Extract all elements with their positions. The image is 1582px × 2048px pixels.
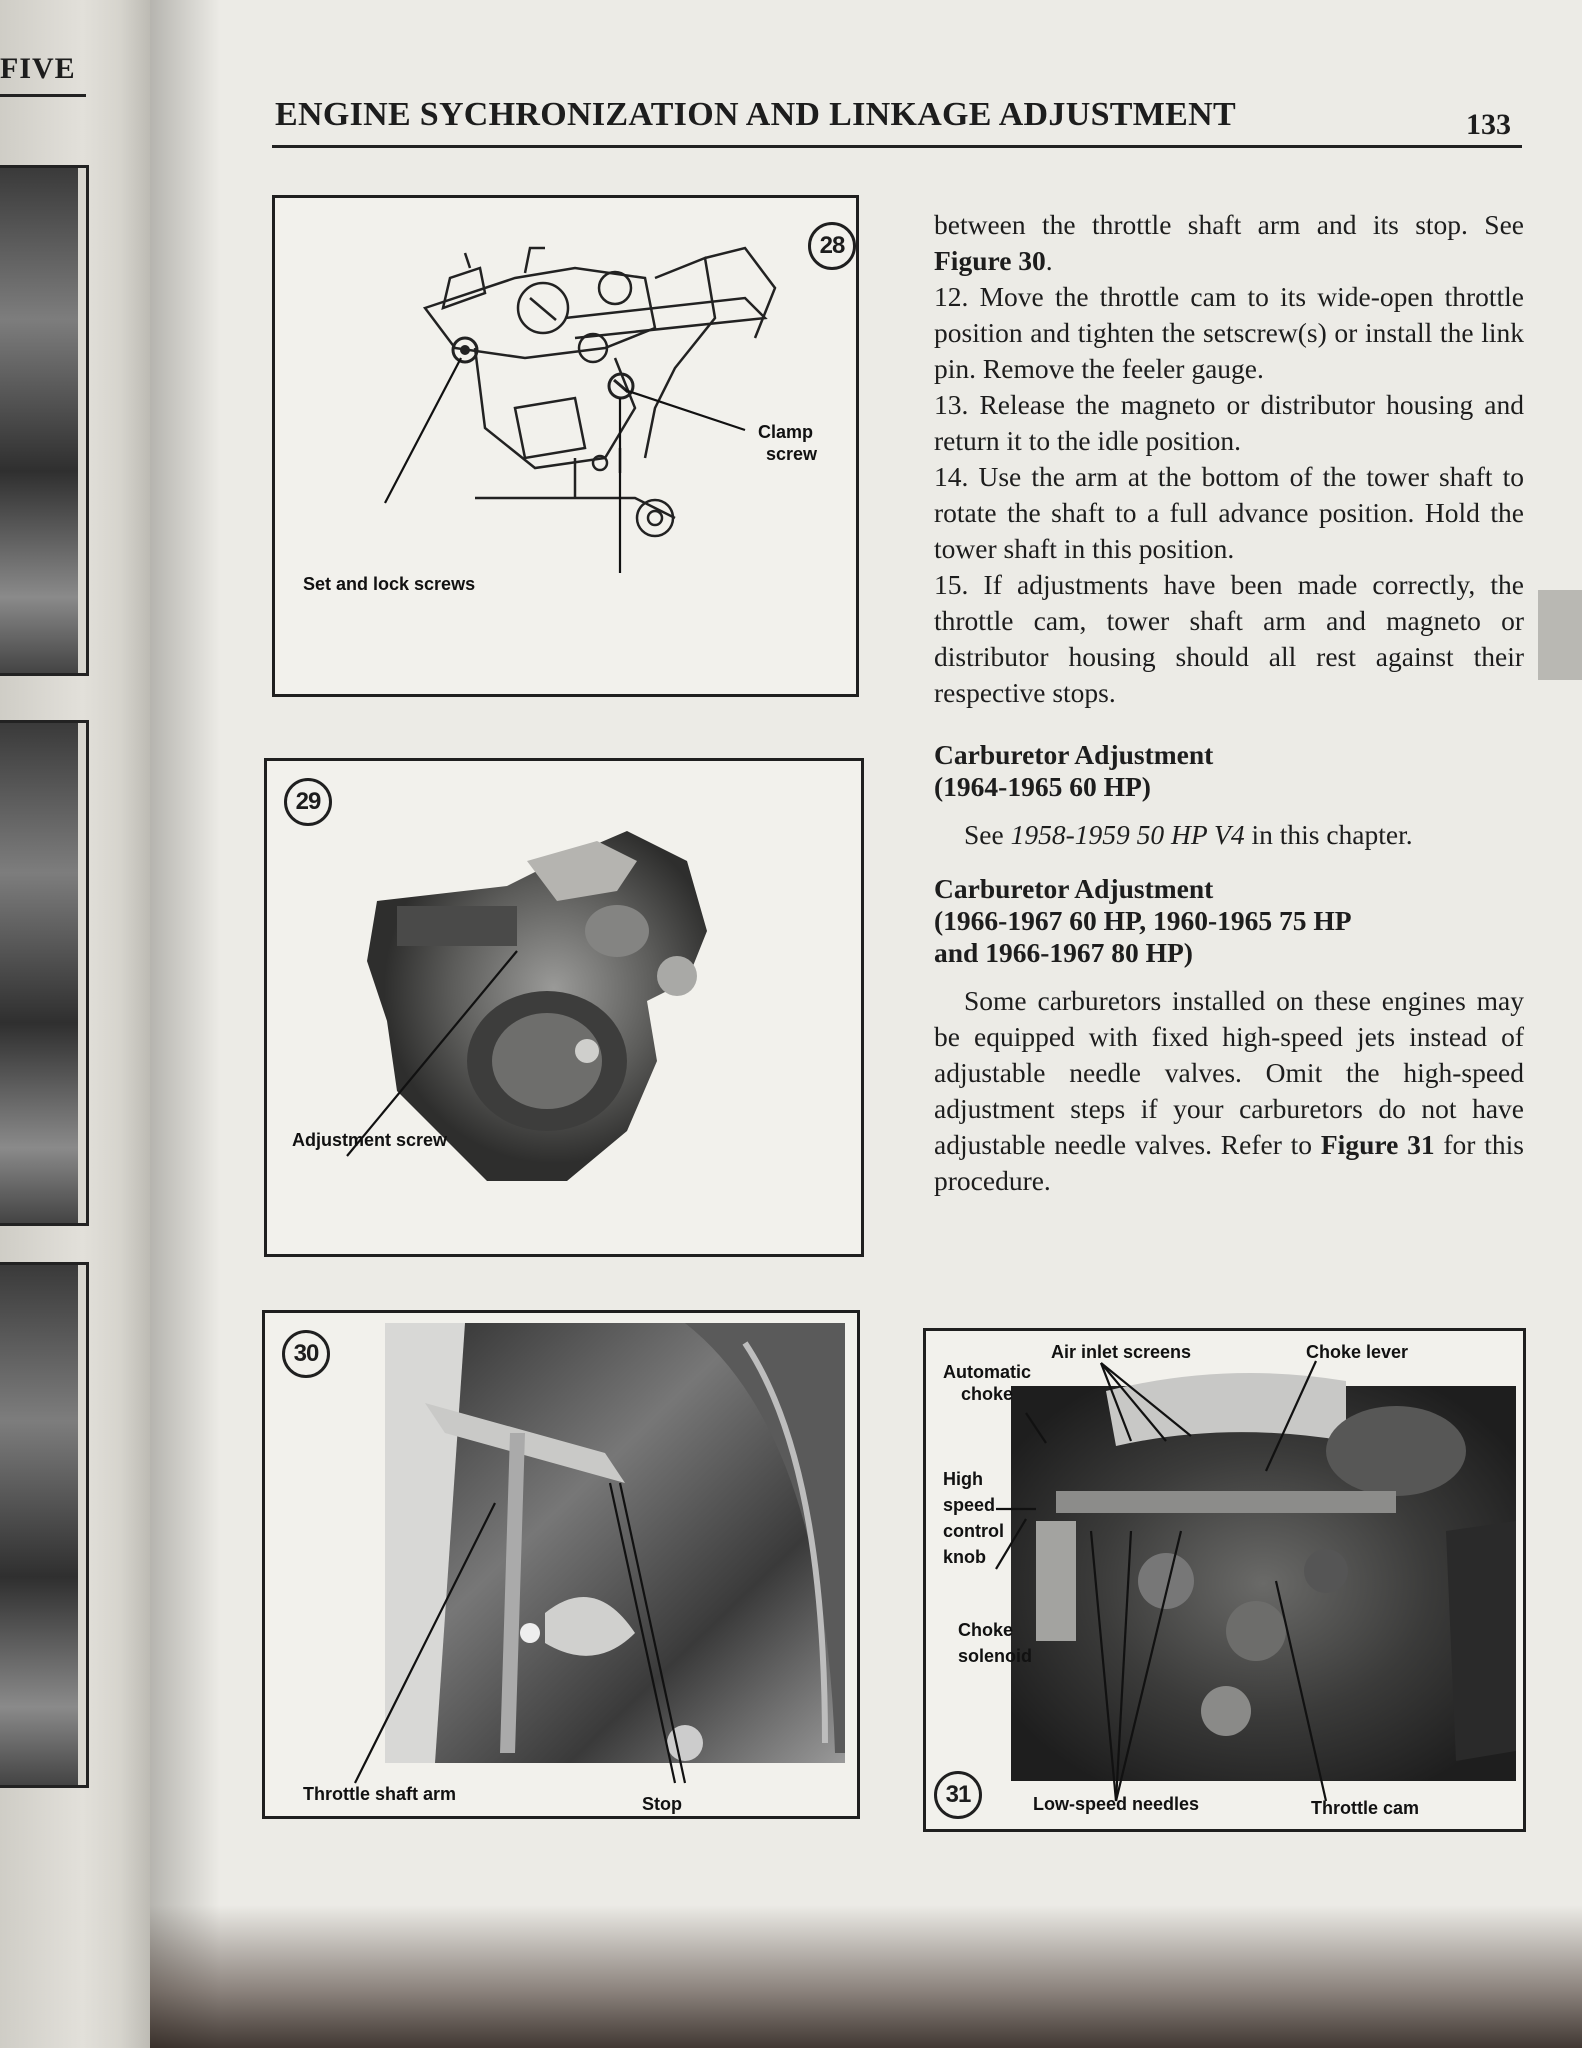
callout-line: control [943, 1521, 1004, 1541]
heading-line: Carburetor Adjustment [934, 873, 1214, 904]
step-13: 13. Release the magneto or distributor housing and return it to the idle position. [934, 389, 1524, 456]
figure-number: 31 [934, 1771, 982, 1819]
running-title: ENGINE SYCHRONIZATION AND LINKAGE ADJUSTMENT [275, 96, 1236, 133]
step-15: 15. If adjustments have been made correctly, the throttle cam, tower shaft arm and magneto or distributor housing should all rest against their respective stops. [934, 569, 1524, 708]
callout-automatic-choke [943, 1361, 1031, 1405]
callout-set-and-lock-screws: Set and lock screws [303, 574, 476, 594]
section-heading [934, 739, 1524, 803]
text-run: between the throttle shaft arm and its stop. See [934, 209, 1524, 240]
text-run: for this procedure. [934, 1129, 1524, 1196]
figure-31 [923, 1328, 1526, 1832]
callout-choke-solenoid [958, 1617, 1032, 1669]
callout-choke-lever: Choke lever [1306, 1342, 1409, 1362]
facing-page-figure [0, 1262, 89, 1788]
callout-throttle-shaft-arm: Throttle shaft arm [303, 1784, 457, 1804]
figure-30-photo [265, 1313, 857, 1816]
callout-line: choke [960, 1384, 1014, 1404]
callout-throttle-cam: Throttle cam [1311, 1798, 1420, 1818]
chapter-reference: 1958-1959 50 HP V4 [1010, 819, 1245, 850]
facing-page-figure [0, 720, 89, 1226]
text-run: . [1045, 245, 1053, 276]
figure-number: 30 [282, 1330, 330, 1378]
figure-reference: Figure 31 [1320, 1129, 1435, 1160]
paragraph-continued [934, 207, 1524, 279]
callout-low-speed-needles: Low-speed needles [1033, 1794, 1200, 1814]
chapter-rule [0, 94, 86, 97]
section-see-reference [934, 817, 1524, 853]
heading-line: (1964-1965 60 HP) [934, 771, 1151, 802]
heading-line: and 1966-1967 80 HP) [934, 937, 1193, 968]
figure-number: 29 [284, 778, 332, 826]
header-rule [272, 145, 1522, 148]
text-run: See [964, 819, 1011, 850]
callout-high-speed-control-knob [943, 1466, 1004, 1570]
callout-line: speed [943, 1495, 996, 1515]
callout-air-inlet-screens: Air inlet screens [1051, 1342, 1192, 1362]
callout-line: knob [943, 1547, 986, 1567]
page-bottom-shadow [150, 1905, 1582, 2048]
callout-line: Clamp [758, 422, 814, 442]
callout-line: solenoid [958, 1646, 1033, 1666]
spine-shadow [150, 0, 220, 2048]
callout-clamp-screw [758, 421, 817, 465]
page-number: 133 [1466, 108, 1511, 141]
figure-29 [264, 758, 864, 1257]
body-text-column [934, 207, 1524, 1199]
figure-29-photo [267, 761, 861, 1254]
figure-number: 28 [808, 222, 856, 270]
text-run: Some carburetors installed on these engines may be equipped with fixed high-speed jets instead of adjustable needle valves. Omit the high-speed adjustment steps if your carburetors do not have adjustable needle valves. Refer to [934, 985, 1524, 1160]
step-14: 14. Use the arm at the bottom of the tower shaft to rotate the shaft to a full advance position. Hold the tower shaft in this position. [934, 461, 1524, 564]
figure-31-photo [926, 1331, 1523, 1829]
callout-adjustment-screw: Adjustment screw [292, 1130, 448, 1150]
callout-line: High [943, 1469, 983, 1489]
thumb-index-tab [1538, 590, 1582, 680]
facing-page-figure [0, 165, 89, 676]
step-12: 12. Move the throttle cam to its wide-open throttle position and tighten the setscrew(s) or install the link pin. Remove the feeler gauge. [934, 281, 1524, 384]
callout-line: screw [766, 444, 818, 464]
chapter-tab: FIVE [0, 52, 76, 85]
callout-line: Automatic [943, 1362, 1032, 1382]
heading-line: Carburetor Adjustment [934, 739, 1214, 770]
heading-line: (1966-1967 60 HP, 1960-1965 75 HP [934, 905, 1352, 936]
text-run: in this chapter. [1244, 819, 1413, 850]
callout-line: Choke [958, 1620, 1014, 1640]
figure-reference: Figure 30 [934, 245, 1046, 276]
section-heading [934, 873, 1524, 969]
callout-stop: Stop [642, 1794, 682, 1814]
figure-30 [262, 1310, 860, 1819]
section-paragraph [934, 983, 1524, 1199]
figure-28 [272, 195, 859, 697]
